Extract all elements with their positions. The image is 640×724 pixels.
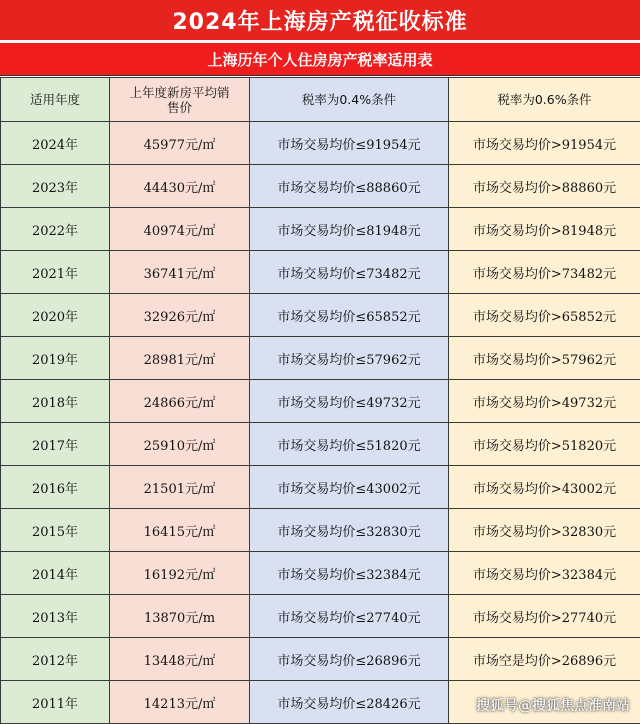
cell-rate-04-condition: 市场交易均价≤91954元 [250, 122, 449, 165]
cell-avg-price: 36741元/㎡ [110, 251, 250, 294]
table-row [1, 638, 640, 681]
table-subtitle: 上海历年个人住房房产税率适用表 [0, 43, 640, 76]
cell-year: 2016年 [1, 466, 110, 509]
cell-rate-04-condition: 市场交易均价≤57962元 [250, 337, 449, 380]
cell-rate-06-condition: 市场交易均价>57962元 [449, 337, 640, 380]
cell-rate-06-condition: 市场交易均价>65852元 [449, 294, 640, 337]
cell-rate-04-condition: 市场交易均价≤32384元 [250, 552, 449, 595]
cell-rate-06-condition: 市场交易均价>27740元 [449, 595, 640, 638]
header-year: 适用年度 [1, 78, 110, 122]
cell-year: 2012年 [1, 638, 110, 681]
cell-rate-04-condition: 市场交易均价≤43002元 [250, 466, 449, 509]
cell-rate-06-condition: 市场交易均价>51820元 [449, 423, 640, 466]
cell-rate-04-condition: 市场交易均价≤73482元 [250, 251, 449, 294]
cell-year: 2020年 [1, 294, 110, 337]
cell-avg-price: 14213元/㎡ [110, 681, 250, 724]
cell-rate-06-condition: 市场交易均价>43002元 [449, 466, 640, 509]
table-row [1, 165, 640, 208]
table-row [1, 595, 640, 638]
cell-rate-04-condition: 市场交易均价≤27740元 [250, 595, 449, 638]
header-avg-price-label: 上年度新房平均销售价 [125, 85, 235, 115]
page-title: 2024年上海房产税征收标准 [0, 0, 640, 43]
cell-year: 2011年 [1, 681, 110, 724]
table-row [1, 294, 640, 337]
cell-year: 2014年 [1, 552, 110, 595]
cell-year: 2013年 [1, 595, 110, 638]
cell-avg-price: 44430元/㎡ [110, 165, 250, 208]
cell-year: 2024年 [1, 122, 110, 165]
cell-rate-04-condition: 市场交易均价≤88860元 [250, 165, 449, 208]
cell-avg-price: 40974元/㎡ [110, 208, 250, 251]
cell-rate-04-condition: 市场交易均价≤26896元 [250, 638, 449, 681]
cell-rate-04-condition: 市场交易均价≤65852元 [250, 294, 449, 337]
cell-avg-price: 21501元/㎡ [110, 466, 250, 509]
cell-year: 2022年 [1, 208, 110, 251]
table-row [1, 380, 640, 423]
cell-rate-06-condition: 市场交易均价>73482元 [449, 251, 640, 294]
watermark: 搜狐号@搜狐焦点淮南站 [476, 695, 630, 715]
table-row [1, 423, 640, 466]
table-row [1, 208, 640, 251]
cell-rate-06-condition: 市场交易均价>32384元 [449, 552, 640, 595]
tax-rate-table [0, 77, 640, 724]
cell-avg-price: 28981元/㎡ [110, 337, 250, 380]
cell-rate-04-condition: 市场交易均价≤28426元 [250, 681, 449, 724]
cell-rate-04-condition: 市场交易均价≤51820元 [250, 423, 449, 466]
header-rate-06: 税率为0.6%条件 [449, 78, 640, 122]
header-rate-04: 税率为0.4%条件 [250, 78, 449, 122]
cell-avg-price: 16415元/㎡ [110, 509, 250, 552]
cell-year: 2017年 [1, 423, 110, 466]
cell-rate-04-condition: 市场交易均价≤81948元 [250, 208, 449, 251]
cell-rate-06-condition: 市场交易均价>81948元 [449, 208, 640, 251]
cell-rate-06-condition: 市场交易均价>49732元 [449, 380, 640, 423]
header-avg-price [110, 78, 250, 122]
cell-rate-06-condition: 市场交易均价>91954元 [449, 122, 640, 165]
cell-year: 2023年 [1, 165, 110, 208]
cell-rate-06-condition: 市场交易均价>32830元 [449, 509, 640, 552]
table-row [1, 509, 640, 552]
table-row [1, 122, 640, 165]
cell-year: 2015年 [1, 509, 110, 552]
cell-avg-price: 25910元/㎡ [110, 423, 250, 466]
table-row [1, 466, 640, 509]
cell-avg-price: 24866元/㎡ [110, 380, 250, 423]
table-row [1, 337, 640, 380]
cell-rate-04-condition: 市场交易均价≤32830元 [250, 509, 449, 552]
cell-rate-04-condition: 市场交易均价≤49732元 [250, 380, 449, 423]
cell-avg-price: 16192元/㎡ [110, 552, 250, 595]
cell-avg-price: 45977元/㎡ [110, 122, 250, 165]
cell-avg-price: 13448元/㎡ [110, 638, 250, 681]
cell-avg-price: 32926元/㎡ [110, 294, 250, 337]
table-header-row [1, 78, 640, 122]
cell-rate-06-condition: 市场空是均价>26896元 [449, 638, 640, 681]
cell-year: 2018年 [1, 380, 110, 423]
cell-year: 2021年 [1, 251, 110, 294]
cell-year: 2019年 [1, 337, 110, 380]
table-row [1, 552, 640, 595]
table-row [1, 251, 640, 294]
cell-avg-price: 13870元/m [110, 595, 250, 638]
cell-rate-06-condition: 市场交易均价>88860元 [449, 165, 640, 208]
